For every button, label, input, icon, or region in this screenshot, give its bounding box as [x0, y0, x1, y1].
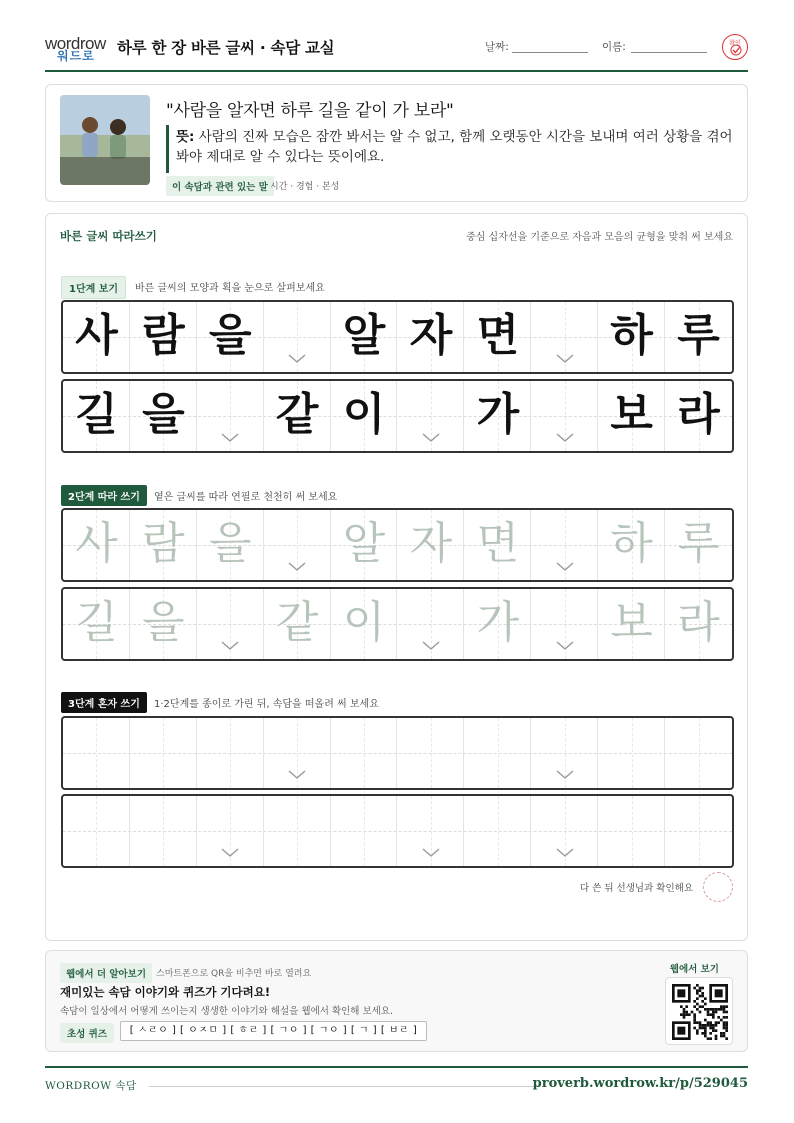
web-desc: 속담이 일상에서 어떻게 쓰이는지 생생한 이야기와 해설을 웹에서 확인해 보세요. — [60, 1006, 394, 1017]
qr-module — [693, 1021, 696, 1024]
qr-module — [717, 1008, 720, 1011]
cross-guideline — [498, 796, 499, 866]
proverb-quote: "사람을 알자면 하루 길을 같이 가 보라" — [166, 101, 454, 121]
space-cell[interactable] — [264, 510, 331, 580]
qr-module — [715, 989, 723, 997]
qr-module — [725, 1037, 728, 1040]
space-mark-icon — [221, 433, 239, 443]
grid-cell[interactable] — [130, 718, 197, 788]
proverb-meaning — [176, 127, 736, 167]
qr-module — [683, 1013, 686, 1016]
grid-cell[interactable] — [63, 796, 130, 866]
qr-module — [704, 1024, 707, 1027]
qr-module — [683, 1008, 686, 1011]
qr-module — [693, 1027, 696, 1030]
hangul-glyph: 이 — [342, 597, 386, 648]
teacher-check-text: 다 쓴 뒤 선생님과 확인해요 — [579, 883, 693, 894]
space-cell[interactable] — [531, 718, 598, 788]
grid-cell[interactable] — [197, 510, 264, 580]
grid-cell[interactable] — [63, 718, 130, 788]
qr-module — [696, 984, 699, 987]
qr-module — [715, 1035, 718, 1038]
qr-module — [709, 1024, 712, 1027]
qr-module — [720, 1008, 723, 1011]
hangul-glyph: 람 — [142, 310, 185, 361]
grid-cell[interactable] — [130, 796, 197, 866]
qr-module — [701, 995, 704, 998]
practice-title: 바른 글씨 따라쓰기 — [60, 229, 157, 243]
qr-module — [717, 1016, 720, 1019]
hangul-glyph: 보 — [610, 597, 653, 648]
space-cell[interactable] — [197, 796, 264, 866]
qr-module — [723, 1021, 726, 1024]
step1-desc: 바른 글씨의 모양과 획을 눈으로 살펴보세요 — [135, 283, 325, 294]
web-hint: 스마트폰으로 QR을 비추면 바로 열려요 — [156, 969, 312, 979]
space-cell[interactable] — [264, 718, 331, 788]
meaning-accent-bar — [166, 125, 169, 173]
hangul-glyph: 라 — [677, 389, 720, 440]
cross-guideline — [163, 796, 164, 866]
step3-desc: 1·2단계를 종이로 가린 뒤, 속담을 떠올려 써 보세요 — [154, 699, 379, 710]
hangul-glyph: 라 — [677, 597, 720, 648]
qr-module — [693, 1000, 696, 1003]
hangul-glyph: 루 — [677, 518, 720, 569]
grid-cell[interactable] — [331, 796, 398, 866]
qr-module — [723, 1011, 726, 1014]
qr-module — [712, 1024, 715, 1027]
grid-cell — [464, 381, 531, 451]
qr-module — [696, 997, 699, 1000]
grid-cell — [197, 302, 264, 372]
space-mark-icon — [556, 848, 574, 858]
web-promo-box — [45, 950, 748, 1052]
qr-module — [715, 1029, 718, 1032]
space-cell — [264, 302, 331, 372]
qr-module — [701, 987, 704, 990]
page-title: 하루 한 장 바른 글씨 · 속담 교실 — [117, 39, 335, 57]
qr-module — [720, 1032, 723, 1035]
qr-module — [693, 1013, 696, 1016]
qr-module — [704, 1035, 707, 1038]
hangul-glyph: 면 — [476, 310, 520, 361]
grid-cell[interactable] — [665, 718, 732, 788]
space-mark-icon — [422, 641, 440, 651]
hangul-glyph: 을 — [208, 310, 252, 361]
hangul-glyph: 루 — [677, 310, 720, 361]
space-cell[interactable] — [197, 589, 264, 659]
practice-hint: 중심 십자선을 기준으로 자음과 모음의 균형을 맞춰 써 보세요 — [466, 232, 733, 243]
cross-guideline — [96, 796, 97, 866]
qr-module — [701, 1024, 704, 1027]
check-stamp-icon: 확인 — [722, 34, 748, 60]
teacher-stamp-icon — [703, 872, 733, 902]
grid-cell — [464, 302, 531, 372]
hangul-glyph: 을 — [142, 597, 185, 648]
hangul-glyph: 가 — [476, 597, 520, 648]
hangul-glyph: 하 — [610, 518, 653, 569]
qr-module — [709, 1008, 712, 1011]
qr-module — [707, 1008, 710, 1011]
web-headline: 재미있는 속담 이야기와 퀴즈가 기다려요! — [60, 985, 271, 999]
hangul-glyph: 길 — [75, 597, 118, 648]
qr-module — [704, 1019, 707, 1022]
space-cell[interactable] — [531, 589, 598, 659]
hangul-glyph: 사 — [75, 310, 118, 361]
step1-row-1 — [61, 300, 734, 374]
qr-module — [701, 1000, 704, 1003]
qr-module — [685, 1013, 688, 1016]
qr-module — [691, 1011, 694, 1014]
qr-module — [693, 1016, 696, 1019]
qr-module — [696, 1003, 699, 1006]
qr-module — [699, 995, 702, 998]
qr-module — [699, 1027, 702, 1030]
space-cell — [398, 381, 465, 451]
hangul-glyph: 자 — [409, 518, 453, 569]
grid-cell[interactable] — [598, 510, 665, 580]
qr-module — [707, 1037, 710, 1040]
space-mark-icon — [556, 562, 574, 572]
qr-module — [720, 1005, 723, 1008]
space-cell — [531, 302, 598, 372]
step2-badge: 2단계 따라 쓰기 — [61, 485, 147, 506]
space-cell[interactable] — [531, 510, 598, 580]
grid-cell — [398, 302, 465, 372]
date-field[interactable] — [512, 52, 588, 53]
hangul-glyph: 하 — [610, 310, 653, 361]
qr-module — [723, 1027, 726, 1030]
footer-brand: WORDROW 속담 — [45, 1080, 137, 1092]
qr-module — [707, 1011, 710, 1014]
grid-cell[interactable] — [598, 589, 665, 659]
grid-cell — [130, 381, 197, 451]
qr-module — [709, 1037, 712, 1040]
cross-guideline — [230, 718, 231, 788]
cross-guideline — [96, 718, 97, 788]
qr-module — [712, 1008, 715, 1011]
qr-module — [699, 1011, 702, 1014]
step3-row-1[interactable] — [61, 716, 734, 790]
qr-module — [696, 992, 699, 995]
qr-module — [704, 1029, 707, 1032]
hangul-glyph: 같 — [275, 597, 319, 648]
qr-module — [704, 997, 707, 1000]
cross-guideline — [632, 796, 633, 866]
web-badge: 웹에서 더 알아보기 — [60, 963, 152, 983]
qr-module — [693, 1019, 696, 1022]
qr-module — [725, 1029, 728, 1032]
space-mark-icon — [556, 770, 574, 780]
qr-module — [723, 1024, 726, 1027]
meaning-text: 사람의 진짜 모습은 잠깐 봐서는 알 수 없고, 함께 오랫동안 시간을 보내며 여러 상황을 겪어 봐야 제대로 알 수 있다는 뜻이에요. — [176, 129, 733, 165]
qr-module — [715, 1011, 718, 1014]
qr-module — [680, 1005, 683, 1008]
grid-cell[interactable] — [331, 510, 398, 580]
grid-cell[interactable] — [464, 589, 531, 659]
qr-module — [683, 1016, 686, 1019]
grid-cell[interactable] — [665, 796, 732, 866]
qr-module — [709, 1032, 712, 1035]
space-mark-icon — [556, 354, 574, 364]
qr-module — [715, 1024, 718, 1027]
qr-module — [704, 1032, 707, 1035]
qr-module — [696, 1029, 699, 1032]
cross-guideline — [364, 718, 365, 788]
qr-module — [709, 1021, 712, 1024]
qr-module — [699, 1005, 702, 1008]
qr-module — [704, 1008, 707, 1011]
qr-module — [715, 1008, 718, 1011]
qr-module — [696, 1008, 699, 1011]
qr-module — [696, 1021, 699, 1024]
space-cell[interactable] — [531, 796, 598, 866]
qr-module — [715, 1037, 718, 1040]
qr-module — [720, 1035, 723, 1038]
hangul-glyph: 자 — [409, 310, 453, 361]
qr-module — [677, 1027, 685, 1035]
qr-module — [723, 1016, 726, 1019]
qr-module — [725, 1005, 728, 1008]
qr-module — [707, 1024, 710, 1027]
qr-module — [709, 1027, 712, 1030]
page-footer — [45, 1066, 748, 1102]
qr-module — [704, 1027, 707, 1030]
writing-practice-section — [45, 213, 748, 941]
proverb-card — [45, 84, 748, 202]
hangul-glyph: 면 — [476, 518, 520, 569]
space-mark-icon — [288, 770, 306, 780]
grid-cell[interactable] — [264, 796, 331, 866]
cross-guideline — [364, 796, 365, 866]
qr-module — [715, 1021, 718, 1024]
grid-cell[interactable] — [63, 510, 130, 580]
space-mark-icon — [288, 354, 306, 364]
qr-module — [685, 1011, 688, 1014]
grid-cell[interactable] — [598, 796, 665, 866]
qr-module — [701, 1032, 704, 1035]
grid-cell[interactable] — [464, 510, 531, 580]
qr-code[interactable] — [665, 977, 733, 1045]
grid-cell — [665, 302, 732, 372]
space-cell[interactable] — [398, 589, 465, 659]
grid-cell — [665, 381, 732, 451]
hangul-glyph: 길 — [75, 389, 118, 440]
cross-guideline — [431, 718, 432, 788]
step1-badge: 1단계 보기 — [61, 276, 126, 299]
space-mark-icon — [422, 433, 440, 443]
grid-cell[interactable] — [264, 589, 331, 659]
footer-divider — [149, 1086, 538, 1087]
qr-module — [683, 1011, 686, 1014]
grid-cell[interactable] — [331, 589, 398, 659]
grid-cell[interactable] — [464, 718, 531, 788]
qr-module — [688, 1013, 691, 1016]
qr-module — [696, 1032, 699, 1035]
logo-text: wordrow — [45, 34, 106, 53]
wordrow-logo — [45, 34, 107, 64]
qr-module — [725, 1021, 728, 1024]
grid-cell — [598, 381, 665, 451]
qr-module — [699, 989, 702, 992]
meaning-label: 뜻: — [176, 129, 195, 145]
space-mark-icon — [556, 433, 574, 443]
name-field[interactable] — [631, 52, 707, 53]
hangul-glyph: 을 — [142, 389, 185, 440]
page-header — [45, 28, 748, 72]
cross-guideline — [498, 718, 499, 788]
step1-row-2 — [61, 379, 734, 453]
qr-module — [712, 1013, 715, 1016]
cross-guideline — [297, 796, 298, 866]
qr-module — [725, 1024, 728, 1027]
grid-cell[interactable] — [130, 510, 197, 580]
space-mark-icon — [422, 848, 440, 858]
chosung-quiz: [ ㅅㄹㅇ ] [ ㅇㅈㅁ ] [ ㅎㄹ ] [ ㄱㅇ ] [ ㄱㅇ ] [ ㄱ ] [ ㅂㄹ ] — [120, 1021, 427, 1041]
qr-module — [701, 1005, 704, 1008]
step2-row-1[interactable] — [61, 508, 734, 582]
qr-module — [704, 1003, 707, 1006]
qr-module — [709, 1013, 712, 1016]
grid-cell[interactable] — [464, 796, 531, 866]
grid-cell[interactable] — [398, 510, 465, 580]
cross-guideline — [699, 718, 700, 788]
hangul-glyph: 가 — [476, 389, 520, 440]
qr-module — [717, 1021, 720, 1024]
grid-cell[interactable] — [665, 589, 732, 659]
grid-cell[interactable] — [598, 718, 665, 788]
qr-module — [725, 1011, 728, 1014]
qr-module — [723, 1035, 726, 1038]
qr-module — [693, 1005, 696, 1008]
grid-cell — [331, 302, 398, 372]
qr-module — [699, 987, 702, 990]
grid-cell — [63, 302, 130, 372]
qr-module — [712, 1011, 715, 1014]
qr-label: 웹에서 보기 — [669, 964, 719, 975]
grid-cell — [598, 302, 665, 372]
qr-module — [707, 1013, 710, 1016]
qr-module — [701, 1027, 704, 1030]
qr-module — [701, 992, 704, 995]
grid-cell[interactable] — [63, 589, 130, 659]
step3-badge: 3단계 혼자 쓰기 — [61, 692, 147, 713]
qr-module — [723, 1005, 726, 1008]
grid-cell — [264, 381, 331, 451]
step3-row-2[interactable] — [61, 794, 734, 868]
cross-guideline — [699, 796, 700, 866]
qr-module — [707, 1021, 710, 1024]
grid-cell[interactable] — [197, 718, 264, 788]
grid-cell[interactable] — [130, 589, 197, 659]
grid-cell[interactable] — [331, 718, 398, 788]
hangul-glyph: 이 — [342, 389, 386, 440]
qr-module — [712, 1027, 715, 1030]
grid-cell — [130, 302, 197, 372]
date-label: 날짜: — [485, 41, 509, 53]
qr-module — [677, 989, 685, 997]
hangul-glyph: 같 — [275, 389, 319, 440]
hangul-glyph: 을 — [208, 518, 252, 569]
space-mark-icon — [221, 848, 239, 858]
space-cell — [197, 381, 264, 451]
proverb-illustration — [60, 95, 150, 185]
related-words-badge: 이 속담과 관련 있는 말 — [166, 176, 274, 196]
qr-module — [725, 1027, 728, 1030]
qr-module — [720, 1019, 723, 1022]
hangul-glyph: 알 — [342, 518, 386, 569]
hangul-glyph: 알 — [342, 310, 386, 361]
qr-module — [693, 987, 696, 990]
qr-module — [725, 1016, 728, 1019]
grid-cell[interactable] — [665, 510, 732, 580]
hangul-glyph: 사 — [75, 518, 118, 569]
grid-cell — [331, 381, 398, 451]
cross-guideline — [163, 718, 164, 788]
space-mark-icon — [556, 641, 574, 651]
footer-url[interactable]: proverb.wordrow.kr/p/529045 — [532, 1076, 748, 1091]
qr-module — [699, 1024, 702, 1027]
grid-cell — [63, 381, 130, 451]
qr-module — [696, 989, 699, 992]
qr-module — [680, 1013, 683, 1016]
related-tags: 시간 · 경험 · 본성 — [270, 182, 340, 192]
qr-code-icon — [672, 984, 728, 1040]
qr-module — [723, 1032, 726, 1035]
step2-row-2[interactable] — [61, 587, 734, 661]
cross-guideline — [632, 718, 633, 788]
step2-desc: 옅은 글씨를 따라 연필로 천천히 써 보세요 — [154, 492, 338, 503]
space-mark-icon — [288, 562, 306, 572]
space-mark-icon — [221, 641, 239, 651]
quiz-label: 초성 퀴즈 — [60, 1023, 114, 1043]
name-label: 이름: — [602, 41, 626, 53]
qr-module — [712, 1016, 715, 1019]
qr-module — [685, 1005, 688, 1008]
qr-module — [723, 1008, 726, 1011]
hangul-glyph: 보 — [610, 389, 653, 440]
qr-module — [712, 1029, 715, 1032]
qr-module — [699, 1021, 702, 1024]
hangul-glyph: 람 — [142, 518, 185, 569]
space-cell[interactable] — [398, 796, 465, 866]
space-cell — [531, 381, 598, 451]
logo-subtext: 워드로 — [57, 49, 95, 63]
grid-cell[interactable] — [398, 718, 465, 788]
